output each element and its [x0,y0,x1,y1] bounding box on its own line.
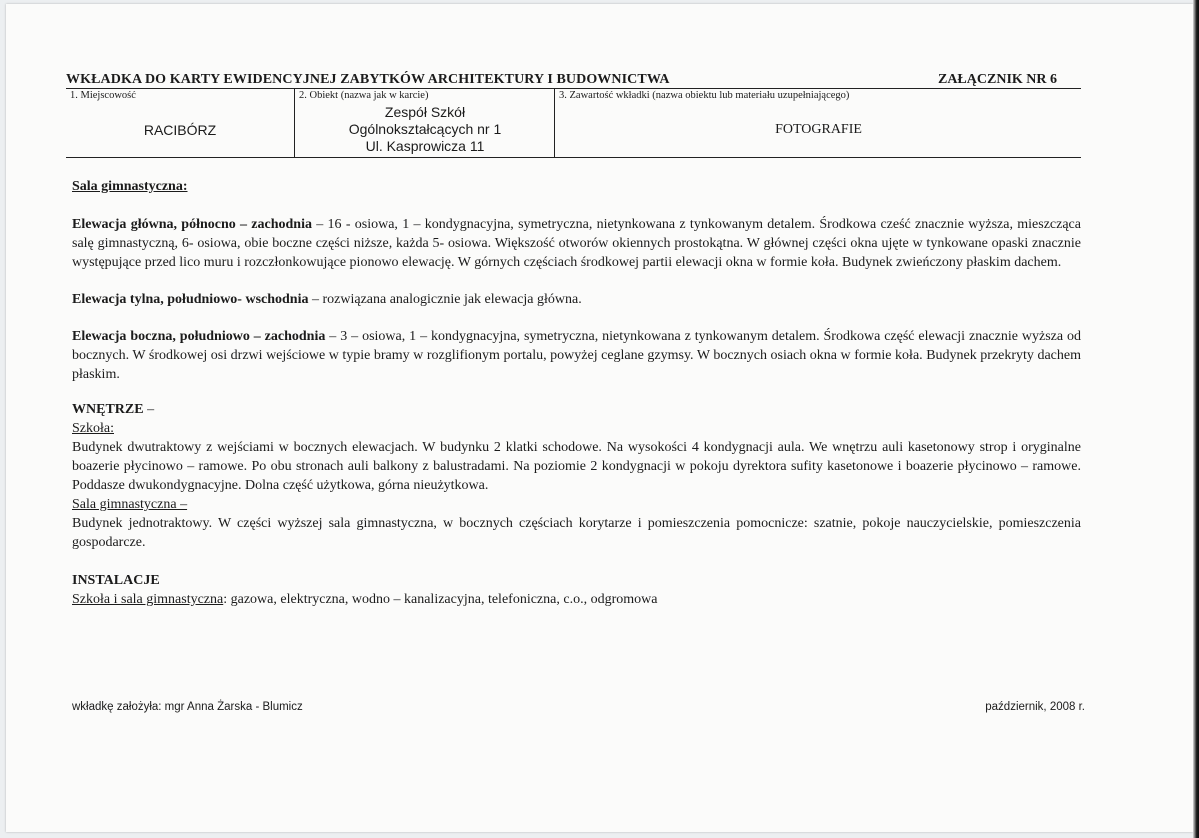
field-locality-label: 1. Miejscowość [70,90,136,101]
field-contents-label: 3. Zawartość wkładki (nazwa obiektu lub materiału uzupełniającego) [559,90,850,101]
rear-elevation-title: Elewacja tylna, południowo- wschodnia [72,292,309,307]
section-title-gym: Sala gimnastyczna: [72,179,188,194]
paragraph-installations [72,590,1081,609]
field-object-value [295,104,555,155]
document-header [66,71,1081,89]
paragraph-main-elevation [72,215,1081,272]
installations-label: Szkoła i sala gimnastyczna [72,592,224,607]
main-elevation-text: – 16 - osiowa, 1 – kondygnacyjna, symetryczna, nietynkowana z tynkowanym detalem. Środkowa cześć znacznie wyższa, mieszcząca salę gimnastyczną, 6- osiowa, obie boczne części niższe, każda 5- osiowa. Większość otworów okiennych prostokątna. W głównej części okna ujęte w tynkowane opaski znacznie występujące przed lico muru i rozczłonkowujące pionowo elewację. W górnych częściach środkowej partii elewacji okna w formie koła. Budynek zwieńczony płaskim dachem. [72,217,1081,270]
object-name-line-2: Ogólnokształcących nr 1 [348,121,502,137]
field-locality-value: RACIBÓRZ [143,122,217,138]
section-title-installations: INSTALACJE [72,573,160,588]
side-elevation-text: – 3 – osiowa, 1 – kondygnacyjna, symetryczna, nietynkowana z tynkowanym detalem. Środkowa część elewacji znacznie wyższa od bocznych. W środkowej osi drzwi wejściowe w typie bramy w rozglifionym portalu, powyżej ceglane gzymsy. W bocznych osiach okna w formie koła. Budynek przekryty dachem płaskim. [72,329,1082,382]
field-contents-value: FOTOGRAFIE [775,122,862,137]
document-body [72,177,1081,609]
main-elevation-title: Elewacja główna, północno – zachodnia [72,217,312,232]
paragraph-gym-interior: Budynek jednotraktowy. W części wyższej sala gimnastyczna, w bocznych częściach korytarze i pomieszczenia pomocnicze: szatnie, pokoje nauczycielskie, pomieszczenia gospodarcze. [72,516,1081,550]
scan-edge [1193,0,1199,838]
section-title-interior: WNĘTRZE – [72,402,155,417]
subsection-gym-label: Sala gimnastyczna – [72,497,188,512]
subsection-school-label: Szkoła: [72,421,114,436]
field-object [294,89,555,157]
paragraph-rear-elevation [72,290,1081,309]
document-title: WKŁADKA DO KARTY EWIDENCYJNEJ ZABYTKÓW ARCHITEKTURY I BUDOWNICTWA [66,72,670,87]
paragraph-side-elevation [72,327,1081,384]
paragraph-school-interior: Budynek dwutraktowy z wejściami w bocznych elewacjach. W budynku 2 klatki schodowe. Na wysokości 4 kondygnacji aula. We wnętrzu auli kasetonowy strop i oryginalne boazerie płycinowo – ramowe. Po obu stronach auli balkony z balustradami. Na poziomie 2 kondygnacji w pokoju dyrektora sufity kasetonowe i boazerie płycinowo – ramowe. Poddasze dwukondygnacyjne. Dolna część użytkowa, górna nieużytkowa. [72,440,1081,493]
side-elevation-title: Elewacja boczna, południowo – zachodnia [72,329,326,344]
object-name-line-1: Zespół Szkół [384,104,466,120]
field-contents [554,89,1082,157]
footer-date: październik, 2008 r. [985,701,1085,713]
record-fields-table [66,89,1081,158]
rear-elevation-text: – rozwiązana analogicznie jak elewacja główna. [308,292,582,307]
installations-text: : gazowa, elektryczna, wodno – kanalizacyjna, telefoniczna, c.o., odgromowa [223,592,658,607]
footer-author: wkładkę założyła: mgr Anna Żarska - Blumicz [72,701,303,713]
object-address-line: Ul. Kasprowicza 11 [365,138,485,154]
field-object-label: 2. Obiekt (nazwa jak w karcie) [299,90,429,101]
annex-number: ZAŁĄCZNIK NR 6 [937,72,1057,87]
field-locality [66,89,294,157]
